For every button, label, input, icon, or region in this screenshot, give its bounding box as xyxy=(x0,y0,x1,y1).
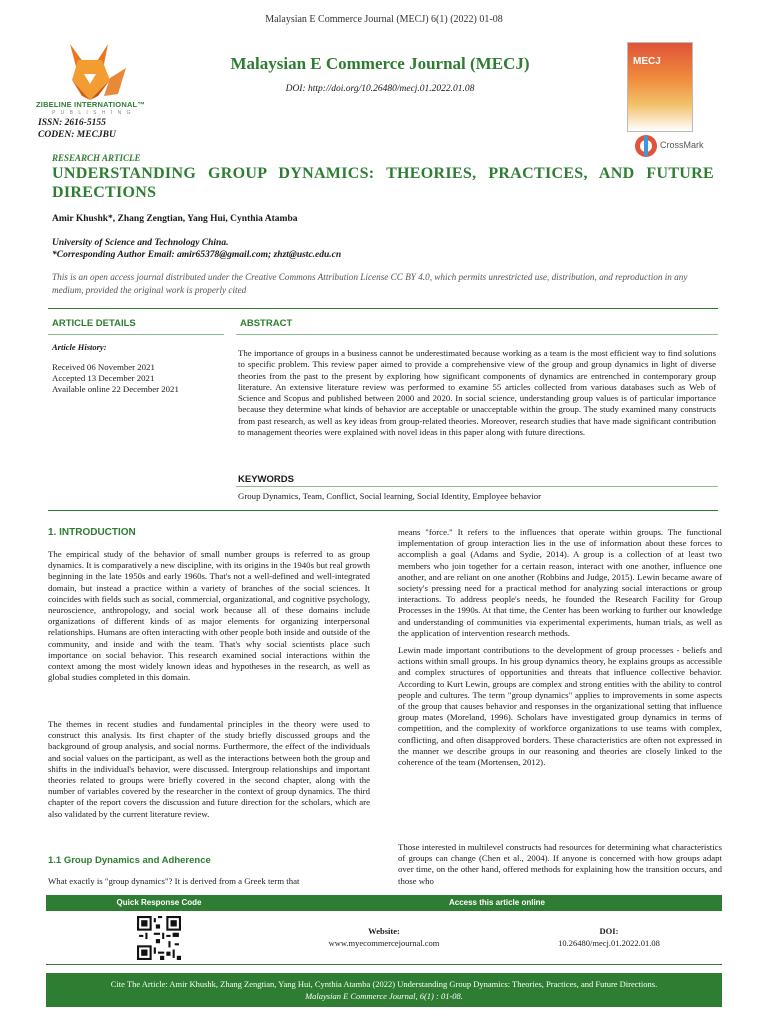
publisher-sub: P U B L I S H I N G xyxy=(52,110,133,116)
divider xyxy=(48,334,224,335)
running-head: Malaysian E Commerce Journal (MECJ) 6(1) (2022) 01-08 xyxy=(265,14,503,25)
crossmark-label: CrossMark xyxy=(660,140,704,150)
keywords-heading: KEYWORDS xyxy=(238,474,294,485)
history-label: Article History: xyxy=(52,342,107,352)
keywords-text: Group Dynamics, Team, Conflict, Social learning, Social Identity, Employee behavior xyxy=(238,491,542,501)
authors: Amir Khushk*, Zhang Zengtian, Yang Hui, Cynthia Atamba xyxy=(52,214,298,224)
body-paragraph: Lewin made important contributions to the development of group processes - beliefs and actions within small groups. In his group dynamics theory, he explains groups as accessible and complex structures of opportunities and threats that influence collective behavior. According to Kurt Lewin, groups are complex and strong entities with the ability to control people and cultures. The term "group dynamics" applies to improvements in some aspects of the group that causes behavior and responses in the organizational setting that influence group mates (Moreland, 1996). Scholars have investigated group dynamics in terms of competition, and the complexity of workforce organizations to use teams with complex, conflicting, and often disapproved borders. These characteristics are often not expressed in the manner we describe groups in our reasoning and theories are closely linked to the coherence of the team (Mortensen, 2012). xyxy=(398,645,722,768)
received-date: Received 06 November 2021 xyxy=(52,362,155,372)
website-link[interactable]: www.myecommercejournal.com xyxy=(328,938,440,948)
qr-label: Quick Response Code xyxy=(116,898,202,907)
abstract-heading: ABSTRACT xyxy=(240,318,293,329)
corresponding-author: *Corresponding Author Email: amir65378@gmail.com; zhzt@ustc.edu.cn xyxy=(52,250,342,260)
abstract-text: The importance of groups in a business cannot be underestimated because working as a team is the most efficient way to find solutions to specific problem. This review paper aimed to provide a comprehensive view of the group and group dynamics in light of diverse theories from the past to the present by exploring how significant components of dynamics are entrenched in contemporary group literature. An extensive literature review was performed to examine 55 articles collected from various databases such as Web of Science and Scopus and published between 2000 and 2020. In social science, understanding group values is of particular importance because they determine what kinds of behavior are acceptable or unacceptable within the group. The study examined many constructs from past research, as well as key ideas from group-related theories. Moreover, research studies that have made significant contribution to management theories were explained with novel ideas in this paper along with future directions. xyxy=(238,348,716,438)
divider xyxy=(48,308,718,309)
website-label: Website: xyxy=(368,926,400,936)
divider xyxy=(236,334,718,335)
footer-doi[interactable]: 10.26480/mecj.01.2022.01.08 xyxy=(558,938,660,948)
coden: CODEN: MECJBU xyxy=(38,130,116,140)
access-label: Access this article online xyxy=(448,898,546,907)
citation-source: Malaysian E Commerce Journal, 6(1) : 01-08. xyxy=(305,991,463,1001)
subsection-heading: 1.1 Group Dynamics and Adherence xyxy=(48,855,211,866)
doi-label: DOI: xyxy=(599,926,619,936)
body-paragraph: The empirical study of the behavior of small number groups is referred to as group dynamics. It is comparatively a new discipline, with its origins in the 1940s but real growth beginning in the late 1950s and early 1960s. That's not a well-defined and well-integrated domain, but instead a practice within a variety of branches of the social sciences. It coincides with fields such as social, commercial, organizational, and cognitive psychology, neuroscience, anthropology, and social work because all of these domains include organizations of different kinds of as major elements for organizing interpersonal relationships. Humans are often interacting with other people both inside and outside of the community, and inside and with the team. That's why social scientists place such importance on social behavior. This research examined social interactions within the context among the most widely known ideas and hypotheses in the research, as well as global studies completed in this domain. xyxy=(48,549,370,683)
cover-title: MECJ xyxy=(633,56,661,67)
body-paragraph: What exactly is "group dynamics"? It is derived from a Greek term that xyxy=(48,876,300,886)
doi-link[interactable]: DOI: http://doi.org/10.26480/mecj.01.2022.01.08 xyxy=(285,84,475,94)
license-notice: This is an open access journal distributed under the Creative Commons Attribution License CC BY 4.0, which permits unrestricted use, distribution, and reproduction in any medium, provided the original work is properly cited xyxy=(52,272,688,295)
article-title: UNDERSTANDING GROUP DYNAMICS: THEORIES, PRACTICES, AND FUTURE DIRECTIONS xyxy=(52,165,714,201)
publisher-name: ZIBELINE INTERNATIONAL™ xyxy=(36,100,146,109)
journal-title: Malaysian E Commerce Journal (MECJ) xyxy=(230,54,530,73)
article-type: RESEARCH ARTICLE xyxy=(52,153,141,163)
divider xyxy=(236,486,718,487)
online-date: Available online 22 December 2021 xyxy=(52,384,179,394)
qr-code-icon[interactable] xyxy=(137,916,181,960)
divider xyxy=(48,510,718,511)
body-paragraph: Those interested in multilevel constructs had resources for determining what characteristics of groups can change (Chen et al., 2004). If anyone is concerned with how groups adapt over time, on the other hand, offered methods for explaining how the transition occurs, and those who xyxy=(398,842,722,886)
body-paragraph: The themes in recent studies and fundamental principles in the theory were used to construct this analysis. Its first chapter of the study briefly discussed groups and the background of group analysis, and social norms. Furthermore, the effect of the individuals and social values on the participant, as well as the interactions between both the group and shifts in the individual's behavior, were discussed. Intergroup relationships and important theories related to groups were briefly covered in the second chapter, along with the number of variables covered by the researcher in the context of group dynamics. The third chapter of the report covers the discussion and future direction for the scholars, which are also validated by the current literature review. xyxy=(48,719,370,819)
section-heading-introduction: 1. INTRODUCTION xyxy=(48,527,136,538)
article-details-heading: ARTICLE DETAILS xyxy=(52,318,136,329)
divider xyxy=(46,964,722,965)
body-paragraph: means "force." It refers to the influences that operate within groups. The functional implementation of group interaction lies in the use of information about these forces to accomplish a goal (Adams and Sydie, 2014). A group is a collection of at least two members who join together for a certain reason, interact with one another, influence one another, and are reliant on one another (Robbins and Judge, 2015). Lewin became aware of society's pressing need for a practical method for analyzing social interactions or group interactions. To address people's needs, he founded the Research Facility for Group Processes in the 1990s. At that time, the Center has been working to further our knowledge and understanding of communities via experimental experiments, human trials, as well as the application of intervention research methods. xyxy=(398,527,722,638)
citation-text: Cite The Article: Amir Khushk, Zhang Zengtian, Yang Hui, Cynthia Atamba (2022) Understanding Group Dynamics: Theories, Practices, and Future Directions. xyxy=(110,979,658,989)
accepted-date: Accepted 13 December 2021 xyxy=(52,373,155,383)
affiliation: University of Science and Technology China. xyxy=(52,238,229,248)
issn: ISSN: 2616-5155 xyxy=(38,118,106,128)
